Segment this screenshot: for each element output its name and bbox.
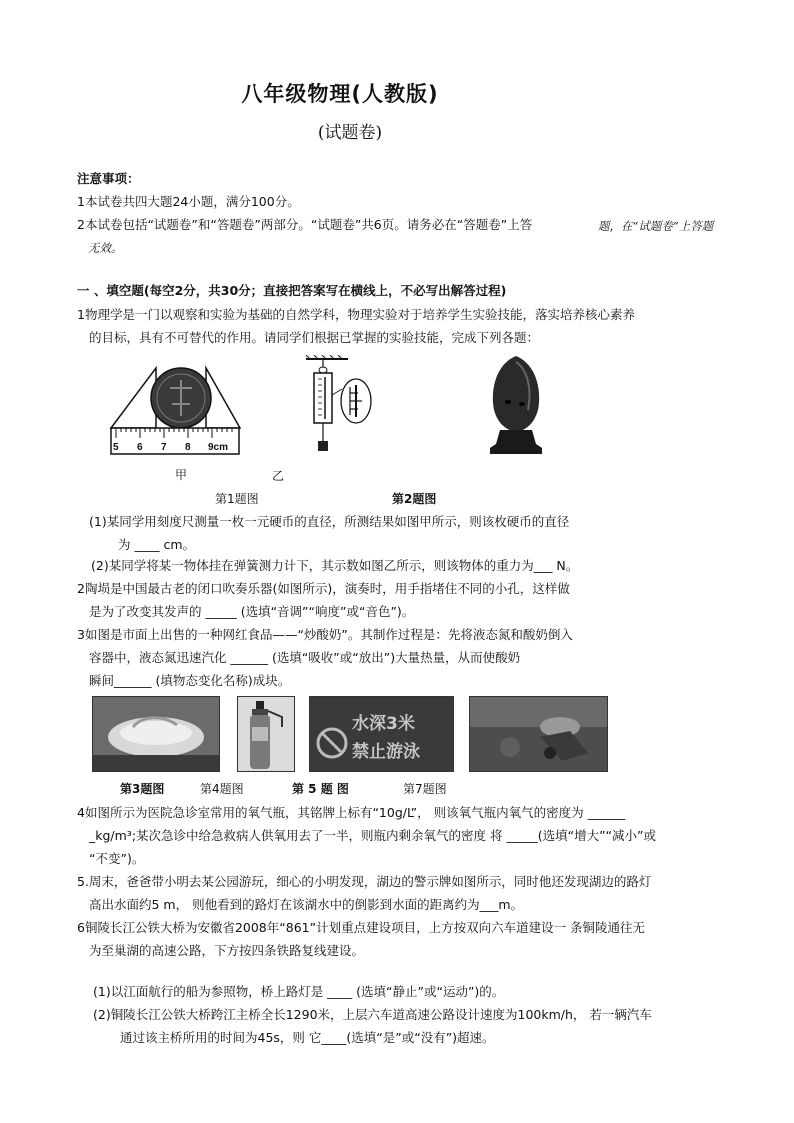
ocarina-stand (490, 430, 542, 454)
q1-sub1-line-2: 为 ____ cm。 (118, 537, 195, 552)
q2-line-1: 2陶埙是中国最古老的闭口吹奏乐器(如图所示)，演奏时，用手指堵住不同的小孔，这样做 (77, 581, 570, 596)
cap-fig3: 第3题图 (120, 782, 165, 796)
q2-line-2: 是为了改变其发声的 _____ (选填“音调”“响度”或“音色”)。 (89, 604, 415, 619)
q4-line-3: “不变”)。 (89, 851, 145, 866)
q3-line-2: 容器中，液态氮迅速汽化 ______ (选填“吸收”或“放出”)大量热量，从而使酸奶 (89, 650, 521, 665)
q4-line-2: _kg/m³;某次急诊中给急救病人供氧用去了一半，则瓶内剩余氧气的密度 将 _____(选填“增大”“减小”或 (89, 828, 657, 843)
fig1-caption: 第1题图 (215, 492, 259, 506)
ruler-tick-label: 7 (161, 442, 167, 453)
sign-text-depth: 水深3米 (352, 714, 415, 734)
notes-heading: 注意事项： (77, 171, 140, 186)
notes-item-2-cont: 题，在“试题卷”上答题 (598, 219, 714, 233)
coin-ruler-figure (108, 360, 243, 460)
hanging-weight (318, 441, 328, 451)
q6-line-1: 6铜陵长江公铁大桥为安徽省2008年“861”计划重点建设项目，上方按双向六车道建设一 条铜陵通往无 (77, 920, 646, 935)
q6-sub2-line-1: (2)铜陵长江公铁大桥跨江主桥全长1290米，上层六车道高速公路设计速度为100km/h， 若一辆汽车 (93, 1007, 652, 1022)
q4-line-1: 4如图所示为医院急诊室常用的氧气瓶，其铭牌上标有“10g/L”， 则该氧气瓶内氧气的密度为 ______ (77, 805, 626, 820)
spring-scale-body (314, 373, 332, 423)
ruler-tick-label: 6 (137, 442, 143, 453)
label-jia: 甲 (175, 468, 188, 482)
ruler-tick-label: 8 (185, 442, 191, 453)
notes-item-1: 1本试卷共四大题24小题，满分100分。 (77, 194, 300, 209)
ruler-tick-label: 5 (113, 442, 119, 453)
cap-fig4: 第4题图 (200, 782, 244, 796)
fried-yogurt-photo (92, 696, 220, 772)
sign-text-no-swimming: 禁止游泳 (352, 742, 420, 762)
q1-sub2: (2)某同学将某一物体挂在弹簧测力计下，其示数如图乙所示，则该物体的重力为___ N。 (91, 558, 579, 573)
q1-line-1: 1物理学是一门以观察和实验为基础的自然学科，物理实验对于培养学生实验技能，落实培养核心素养 (77, 307, 635, 322)
q1-line-2: 的目标，具有不可替代的作用。请同学们根据已掌握的实验技能，完成下列各题： (89, 330, 540, 345)
set-square-left (111, 368, 156, 428)
notes-item-2-end: 无效。 (88, 241, 123, 255)
ruler-tick-label: 9cm (208, 442, 229, 453)
q5-line-1: 5.周末，爸爸带小明去某公园游玩，细心的小明发现，湖边的警示牌如图所示，同时他还发现湖边的路灯 (77, 874, 652, 889)
page-title: 八年级物理(人教版) (241, 82, 439, 106)
ocarina-figure (478, 352, 554, 456)
warning-sign-photo (309, 696, 454, 772)
q3-line-3: 瞬间______ (填物态变化名称)成块。 (89, 673, 291, 688)
q6-sub2-line-2: 通过该主桥所用的时间为45s，则 它____(选填“是”或“没有”)超速。 (120, 1030, 495, 1045)
cap-fig5: 第 5 题 图 (292, 782, 349, 796)
ocarina-body (493, 356, 539, 432)
oxygen-bottle-photo (237, 696, 295, 772)
cap-fig7: 第7题图 (403, 782, 447, 796)
q5-line-2: 高出水面约5 m， 则他看到的路灯在该湖水中的倒影到水面的距离约为___m。 (89, 897, 524, 912)
bridge-photo (469, 696, 608, 772)
q3-line-1: 3如图是市面上出售的一种网红食品——“炒酸奶”。其制作过程是：先将液态氮和酸奶倒入 (77, 627, 573, 642)
q1-sub1-line-1: (1)某同学用刻度尺测量一枚一元硬币的直径，所测结果如图甲所示，则该枚硬币的直径 (89, 514, 570, 529)
page-subtitle: (试题卷) (317, 123, 383, 143)
q6-line-2: 为至巢湖的高速公路，下方按四条铁路复线建设。 (89, 943, 365, 958)
fig2-caption: 第2题图 (392, 492, 437, 506)
spring-scale-figure (298, 355, 378, 457)
section-heading: 一 、填空题(每空2分，共30分；直接把答案写在横线上，不必写出解答过程) (77, 283, 507, 298)
label-yi: 乙 (272, 469, 285, 483)
q6-sub1: (1)以江面航行的船为参照物，桥上路灯是 ____ (选填“静止”或“运动”)的。 (93, 984, 505, 999)
notes-item-2: 2本试卷包括“试题卷”和“答题卷”两部分。“试题卷”共6页。请务必在“答题卷”上答 (77, 217, 533, 232)
